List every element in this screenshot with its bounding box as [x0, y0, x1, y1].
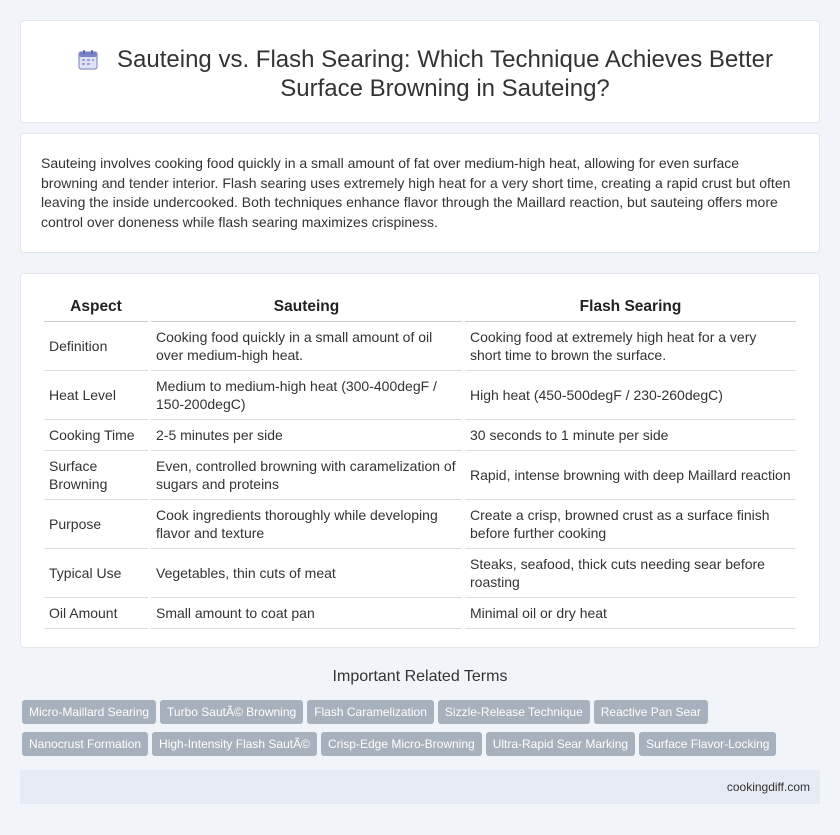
table-header-row [44, 293, 796, 322]
row-aspect: Purpose [44, 500, 148, 549]
row-flash-searing: Rapid, intense browning with deep Maillard reaction [465, 451, 796, 500]
footer [20, 770, 820, 804]
row-sauteing: Medium to medium-high heat (300-400degF / 150-200degC) [151, 371, 462, 420]
row-sauteing: 2-5 minutes per side [151, 420, 462, 451]
table-row [44, 451, 796, 500]
row-flash-searing: 30 seconds to 1 minute per side [465, 420, 796, 451]
row-flash-searing: Cooking food at extremely high heat for a very short time to brown the surface. [465, 322, 796, 371]
table-row [44, 598, 796, 629]
related-terms-title: Important Related Terms [332, 668, 508, 685]
related-term-tag[interactable]: Flash Caramelization [307, 700, 434, 724]
row-sauteing: Small amount to coat pan [151, 598, 462, 629]
related-term-tag[interactable]: High-Intensity Flash SautÃ© [152, 732, 317, 756]
header-sauteing: Sauteing [151, 293, 462, 322]
related-term-tag[interactable]: Turbo SautÃ© Browning [160, 700, 303, 724]
row-aspect: Cooking Time [44, 420, 148, 451]
table-row [44, 549, 796, 598]
table-row [44, 322, 796, 371]
related-term-tag[interactable]: Reactive Pan Sear [594, 700, 708, 724]
row-aspect: Typical Use [44, 549, 148, 598]
row-aspect: Surface Browning [44, 451, 148, 500]
row-flash-searing: High heat (450-500degF / 230-260degC) [465, 371, 796, 420]
page-title: Sauteing vs. Flash Searing: Which Technique Achieves Better Surface Browning in Sauteing? [117, 46, 773, 102]
title-card [20, 20, 820, 123]
row-flash-searing: Steaks, seafood, thick cuts needing sear before roasting [465, 549, 796, 598]
comparison-table [41, 293, 799, 629]
related-term-tag[interactable]: Micro-Maillard Searing [22, 700, 156, 724]
related-terms-list [22, 700, 812, 764]
row-flash-searing: Minimal oil or dry heat [465, 598, 796, 629]
row-sauteing: Cooking food quickly in a small amount of oil over medium-high heat. [151, 322, 462, 371]
calendar-icon [77, 49, 99, 71]
table-row [44, 371, 796, 420]
row-aspect: Heat Level [44, 371, 148, 420]
related-term-tag[interactable]: Crisp-Edge Micro-Browning [321, 732, 482, 756]
row-flash-searing: Create a crisp, browned crust as a surface finish before further cooking [465, 500, 796, 549]
row-sauteing: Cook ingredients thoroughly while developing flavor and texture [151, 500, 462, 549]
related-term-tag[interactable]: Nanocrust Formation [22, 732, 148, 756]
related-term-tag[interactable]: Surface Flavor-Locking [639, 732, 776, 756]
header-aspect: Aspect [44, 293, 148, 322]
footer-site-link[interactable]: cookingdiff.com [726, 780, 810, 794]
row-sauteing: Even, controlled browning with caramelization of sugars and proteins [151, 451, 462, 500]
header-flash-searing: Flash Searing [465, 293, 796, 322]
table-row [44, 500, 796, 549]
intro-paragraph: Sauteing involves cooking food quickly in a small amount of fat over medium-high heat, allowing for even surface browning and tender interior. Flash searing uses extremely high heat for a very short time, creating a rapid crust but often leaving the inside undercooked. Both techniques enhance flavor through the Maillard reaction, but sauteing offers more control over doneness while flash searing maximizes crispiness. [41, 155, 791, 230]
row-aspect: Oil Amount [44, 598, 148, 629]
row-sauteing: Vegetables, thin cuts of meat [151, 549, 462, 598]
row-aspect: Definition [44, 322, 148, 371]
related-term-tag[interactable]: Sizzle-Release Technique [438, 700, 590, 724]
related-term-tag[interactable]: Ultra-Rapid Sear Marking [486, 732, 635, 756]
comparison-table-card [20, 273, 820, 648]
table-row [44, 420, 796, 451]
intro-card [20, 133, 820, 253]
